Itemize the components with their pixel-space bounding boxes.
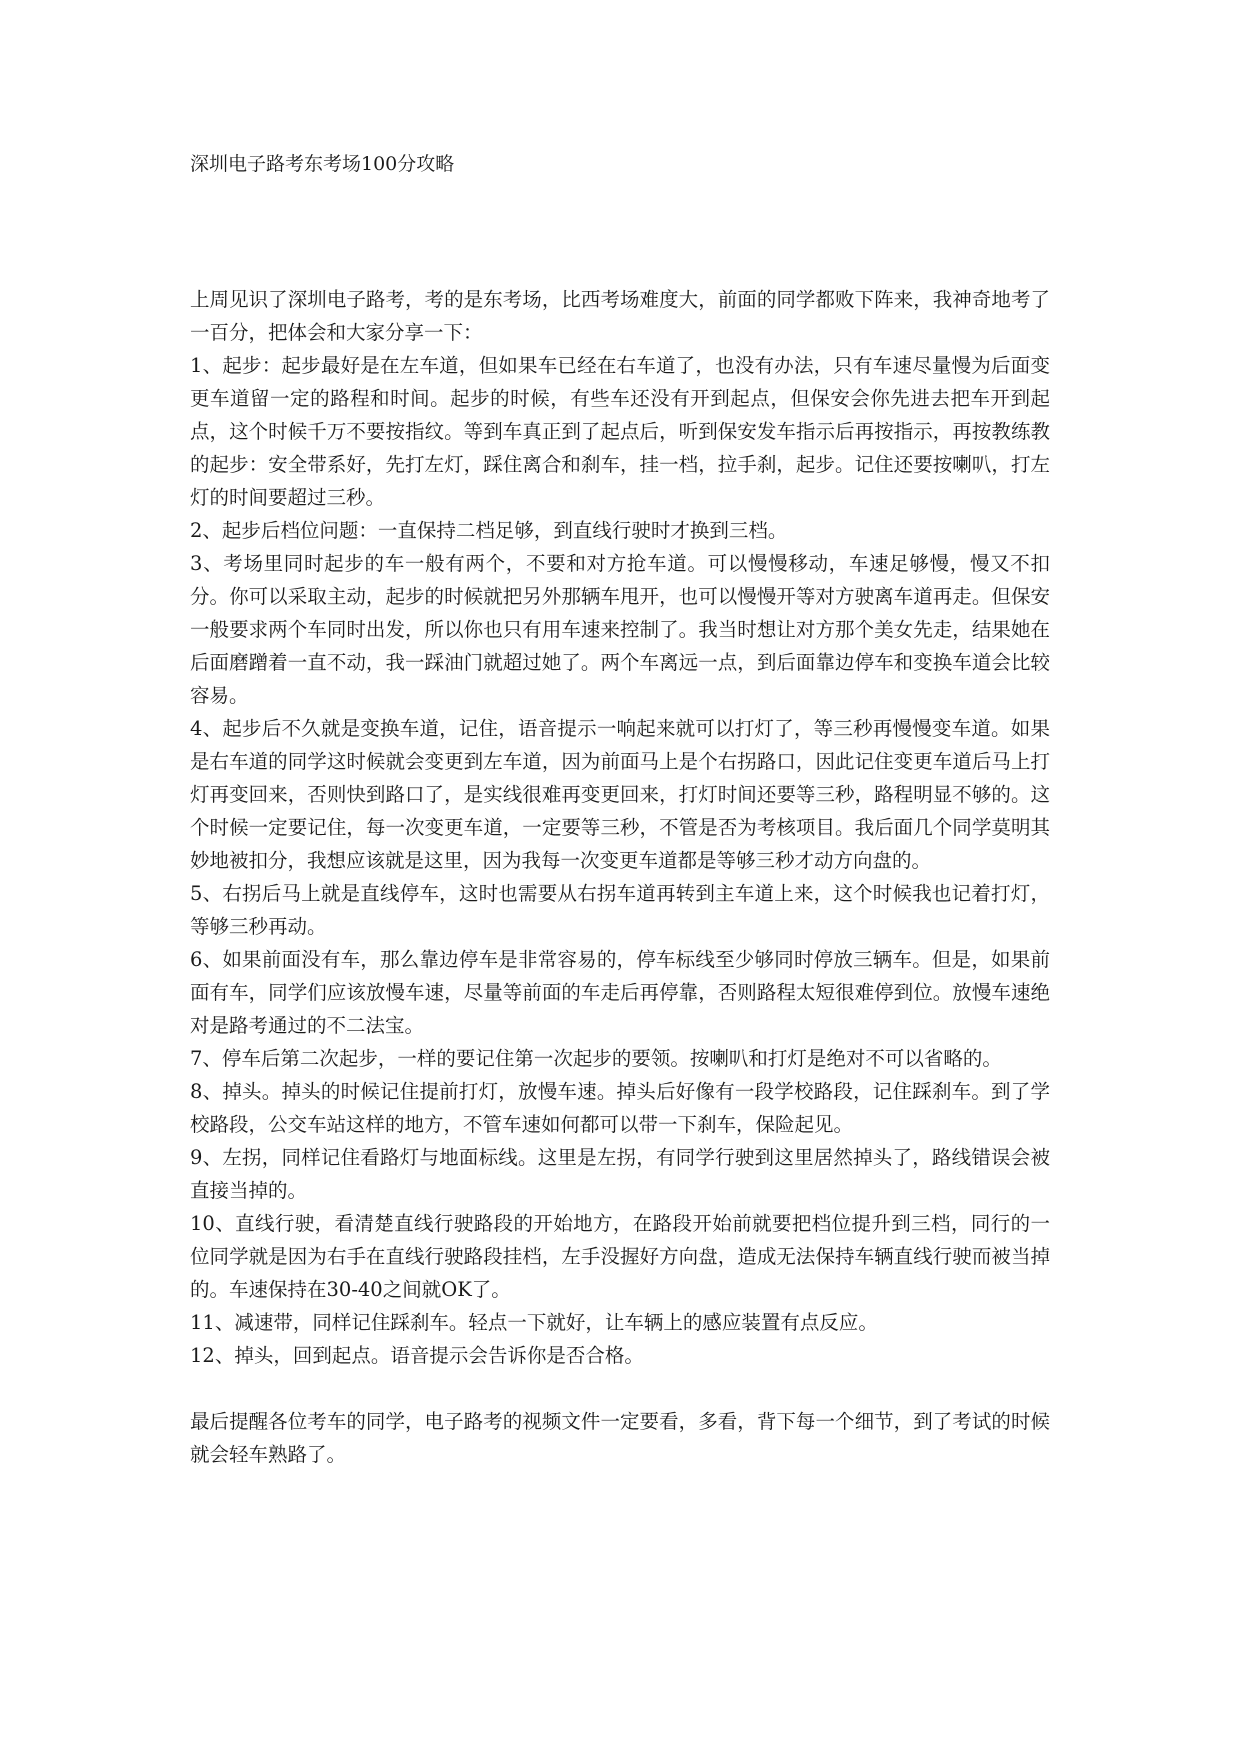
tip-paragraph-2: 2、起步后档位问题：一直保持二档足够，到直线行驶时才换到三档。 <box>190 519 788 542</box>
tip-paragraph-12: 12、掉头，回到起点。语音提示会告诉你是否合格。 <box>190 1344 644 1367</box>
intro-paragraph: 上周见识了深圳电子路考，考的是东考场，比西考场难度大，前面的同学都败下阵来，我神奇地考了一百分，把体会和大家分享一下： <box>190 288 1050 344</box>
document-body <box>190 283 1050 1471</box>
tip-paragraph-4: 4、起步后不久就是变换车道，记住，语音提示一响起来就可以打灯了，等三秒再慢慢变车道。如果是右车道的同学这时候就会变更到左车道，因为前面马上是个右拐路口，因此记住变更车道后马上打灯再变回来，否则快到路口了，是实线很难再变更回来，打灯时间还要等三秒，路程明显不够的。这个时候一定要记住，每一次变更车道，一定要等三秒，不管是否为考核项目。我后面几个同学莫明其妙地被扣分，我想应该就是这里，因为我每一次变更车道都是等够三秒才动方向盘的。 <box>190 717 1050 872</box>
closing-paragraph: 最后提醒各位考车的同学，电子路考的视频文件一定要看，多看，背下每一个细节，到了考试的时候就会轻车熟路了。 <box>190 1410 1050 1466</box>
tip-paragraph-11: 11、减速带，同样记住踩刹车。轻点一下就好，让车辆上的感应装置有点反应。 <box>190 1311 878 1334</box>
tip-paragraph-6: 6、如果前面没有车，那么靠边停车是非常容易的，停车标线至少够同时停放三辆车。但是，如果前面有车，同学们应该放慢车速，尽量等前面的车走后再停靠，否则路程太短很难停到位。放慢车速绝对是路考通过的不二法宝。 <box>190 948 1050 1037</box>
tip-paragraph-7: 7、停车后第二次起步，一样的要记住第一次起步的要领。按喇叭和打灯是绝对不可以省略的。 <box>190 1047 1002 1070</box>
document-title: 深圳电子路考东考场100分攻略 <box>190 153 455 175</box>
tip-paragraph-9: 9、左拐，同样记住看路灯与地面标线。这里是左拐，有同学行驶到这里居然掉头了，路线错误会被直接当掉的。 <box>190 1146 1050 1202</box>
tip-paragraph-10: 10、直线行驶，看清楚直线行驶路段的开始地方，在路段开始前就要把档位提升到三档，同行的一位同学就是因为右手在直线行驶路段挂档，左手没握好方向盘，造成无法保持车辆直线行驶而被当掉的。车速保持在30-40之间就OK了。 <box>190 1212 1050 1301</box>
tip-paragraph-5: 5、右拐后马上就是直线停车，这时也需要从右拐车道再转到主车道上来，这个时候我也记着打灯，等够三秒再动。 <box>190 882 1050 938</box>
tip-paragraph-3: 3、考场里同时起步的车一般有两个，不要和对方抢车道。可以慢慢移动，车速足够慢，慢又不扣分。你可以采取主动，起步的时候就把另外那辆车甩开，也可以慢慢开等对方驶离车道再走。但保安一般要求两个车同时出发，所以你也只有用车速来控制了。我当时想让对方那个美女先走，结果她在后面磨蹭着一直不动，我一踩油门就超过她了。两个车离远一点，到后面靠边停车和变换车道会比较容易。 <box>190 552 1050 707</box>
tip-paragraph-1: 1、起步：起步最好是在左车道，但如果车已经在右车道了，也没有办法，只有车速尽量慢为后面变更车道留一定的路程和时间。起步的时候，有些车还没有开到起点，但保安会你先进去把车开到起点，这个时候千万不要按指纹。等到车真正到了起点后，听到保安发车指示后再按指示，再按教练教的起步：安全带系好，先打左灯，踩住离合和刹车，挂一档，拉手刹，起步。记住还要按喇叭，打左灯的时间要超过三秒。 <box>190 354 1050 509</box>
tip-paragraph-8: 8、掉头。掉头的时候记住提前打灯，放慢车速。掉头后好像有一段学校路段，记住踩刹车。到了学校路段，公交车站这样的地方，不管车速如何都可以带一下刹车，保险起见。 <box>190 1080 1050 1136</box>
